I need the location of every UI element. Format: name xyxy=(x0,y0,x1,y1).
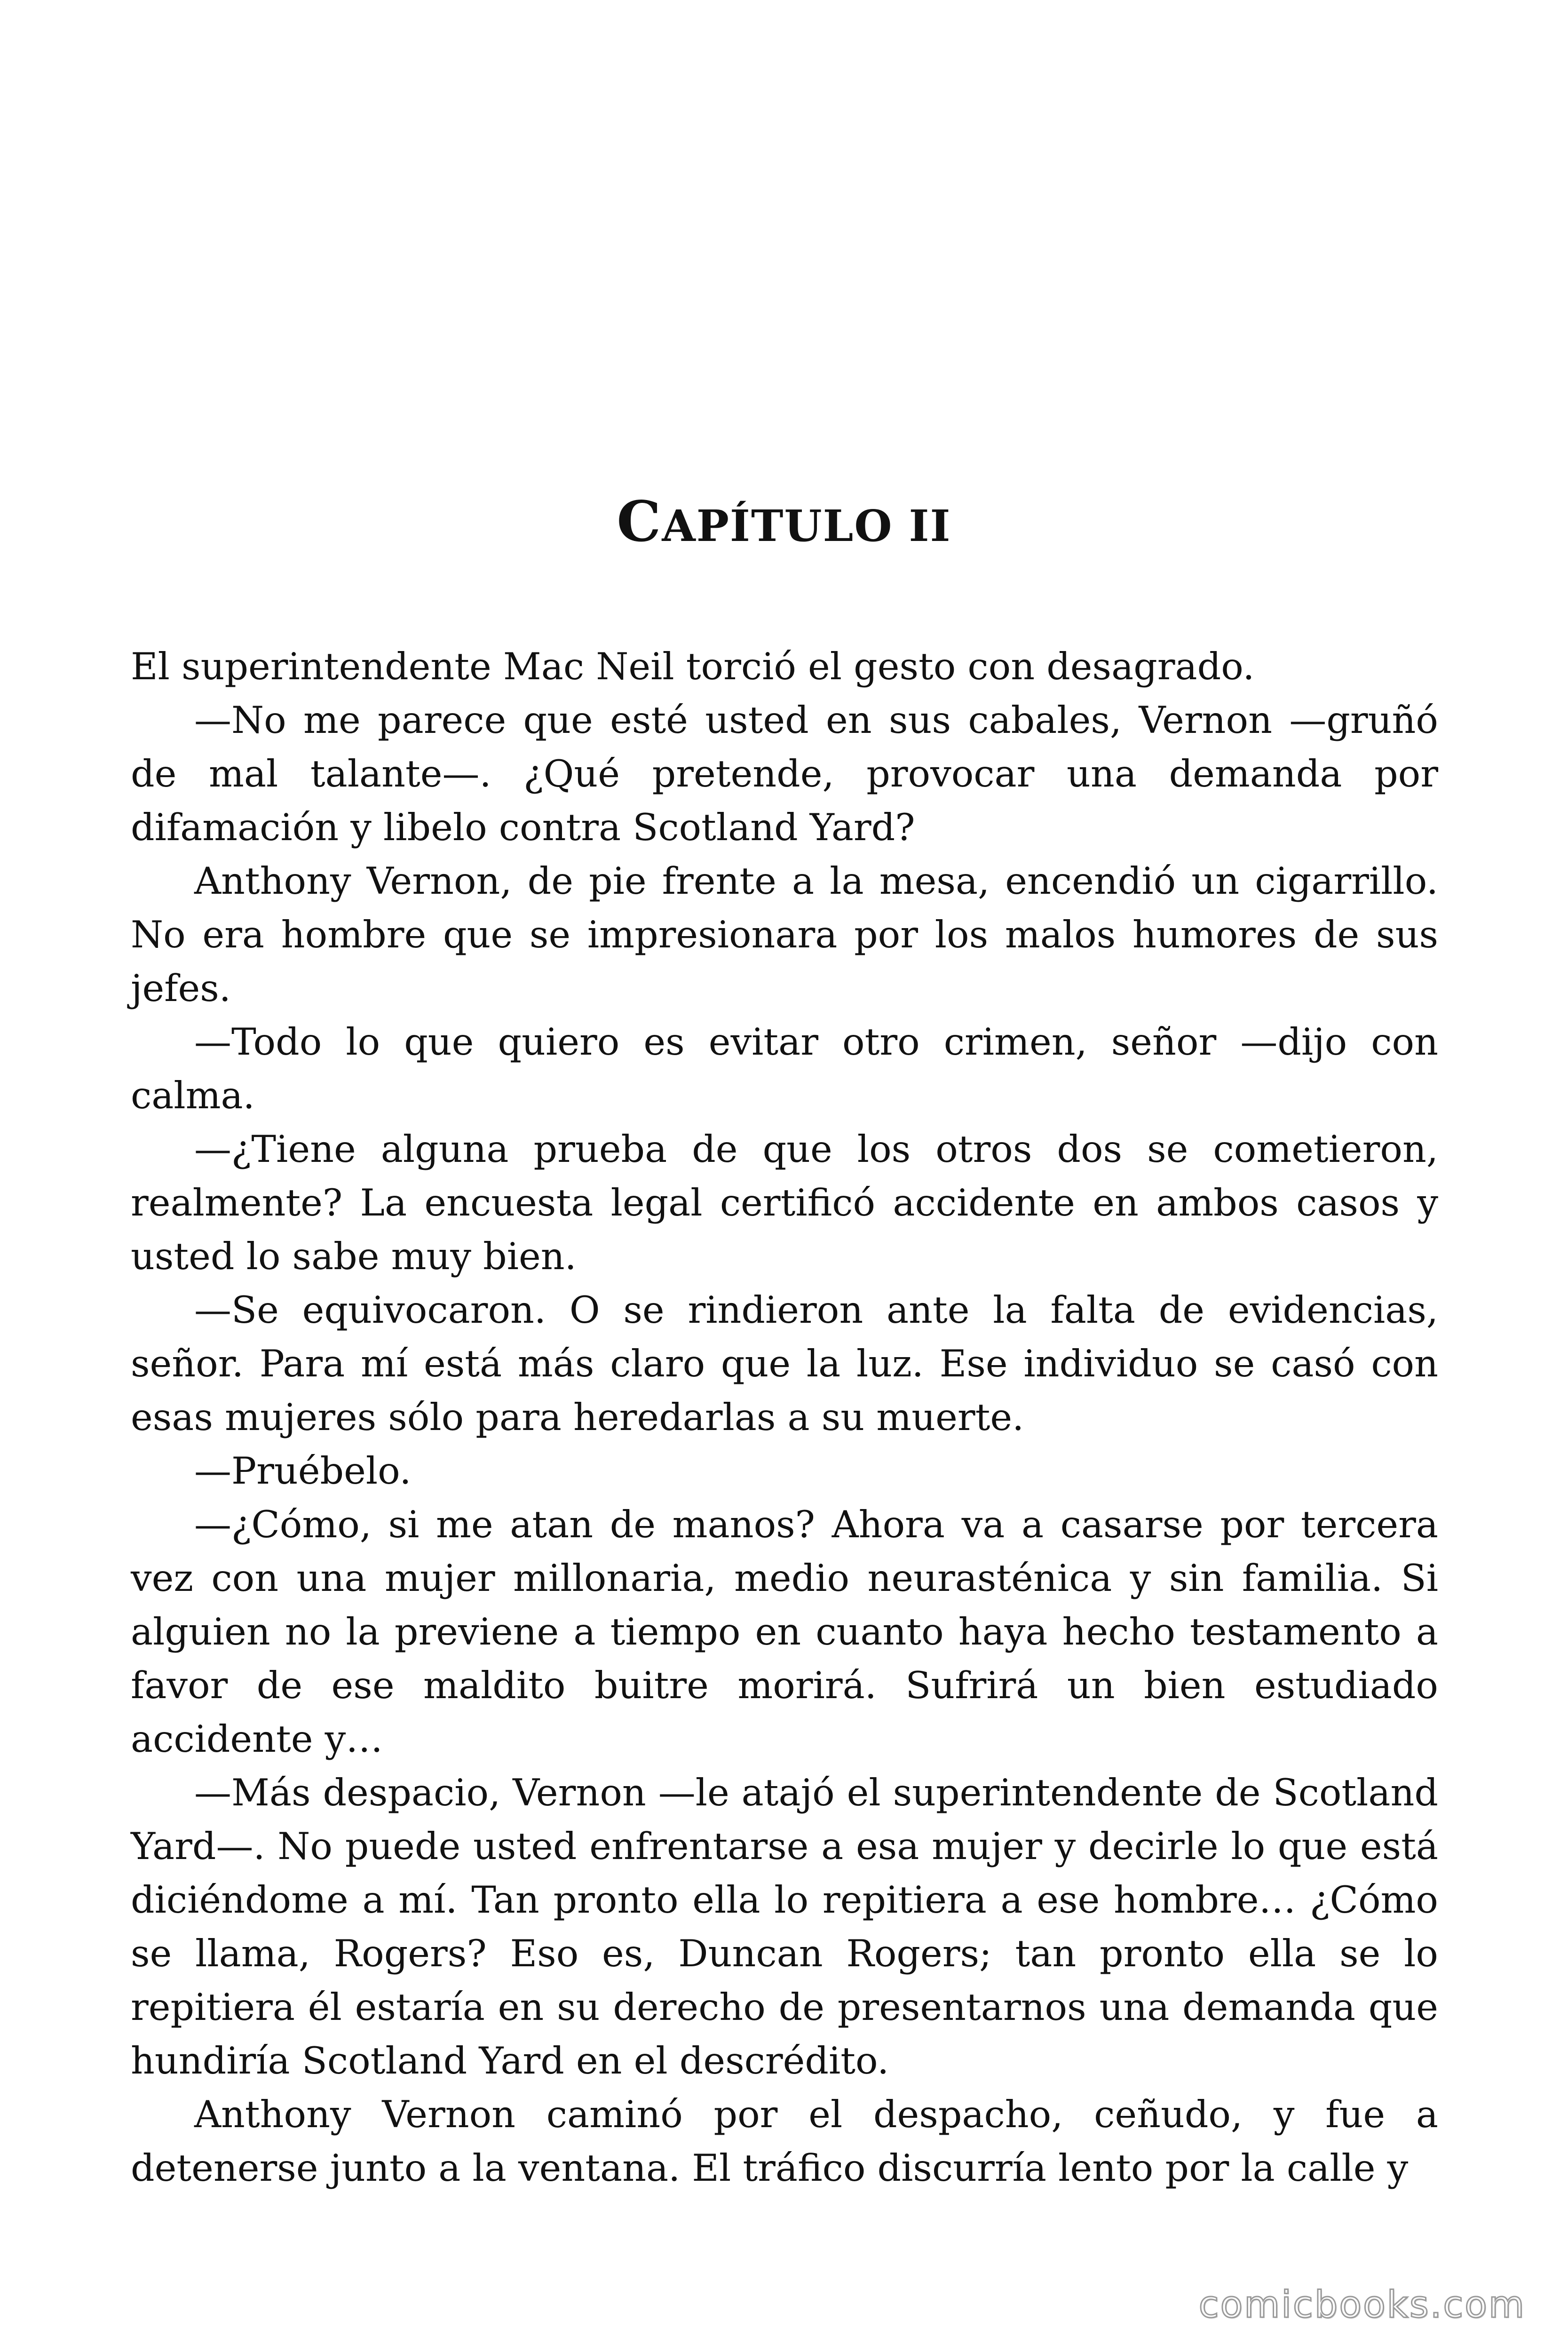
paragraph: —Todo lo que quiero es evitar otro crimen, señor —dijo con calma. xyxy=(131,1020,1438,1117)
chapter-title-initial: C xyxy=(617,489,662,555)
chapter-body xyxy=(131,640,1438,2195)
paragraph: —No me parece que esté usted en sus cabales, Vernon —gruñó de mal talante—. ¿Qué pretende, provocar una demanda por difamación y libelo contra Scotland Yard? xyxy=(131,699,1438,849)
paragraph: Anthony Vernon, de pie frente a la mesa, encendió un cigarrillo. No era hombre que se impresionara por los malos humores de sus jefes. xyxy=(131,859,1438,1010)
paragraph: —Más despacio, Vernon —le atajó el superintendente de Scotland Yard—. No puede usted enfrentarse a esa mujer y decirle lo que está diciéndome a mí. Tan pronto ella lo repitiera a ese hombre… ¿Cómo se llama, Rogers? Eso es, Duncan Rogers; tan pronto ella se lo repitiera él estaría en su derecho de presentarnos una demanda que hundiría Scotland Yard en el descrédito. xyxy=(131,1771,1438,2082)
paragraph: —¿Cómo, si me atan de manos? Ahora va a casarse por tercera vez con una mujer millonaria, medio neurasténica y sin familia. Si alguien no la previene a tiempo en cuanto haya hecho testamento a favor de ese maldito buitre morirá. Sufrirá un bien estudiado accidente y… xyxy=(131,1503,1438,1761)
chapter-title-rest: APÍTULO II xyxy=(662,501,951,552)
paragraph: —¿Tiene alguna prueba de que los otros dos se cometieron, realmente? La encuesta legal certificó accidente en ambos casos y usted lo sabe muy bien. xyxy=(131,1128,1438,1278)
chapter-title xyxy=(0,489,1568,559)
paragraph: El superintendente Mac Neil torció el gesto con desagrado. xyxy=(131,645,1255,688)
paragraph: Anthony Vernon caminó por el despacho, ceñudo, y fue a detenerse junto a la ventana. El tráfico discurría lento por la calle y xyxy=(131,2093,1438,2190)
paragraph: —Pruébelo. xyxy=(194,1449,412,1493)
paragraph: —Se equivocaron. O se rindieron ante la falta de evidencias, señor. Para mí está más claro que la luz. Ese individuo se casó con esas mujeres sólo para heredarlas a su muerte. xyxy=(131,1288,1438,1439)
watermark: comicbooks.com xyxy=(1198,2284,1526,2326)
